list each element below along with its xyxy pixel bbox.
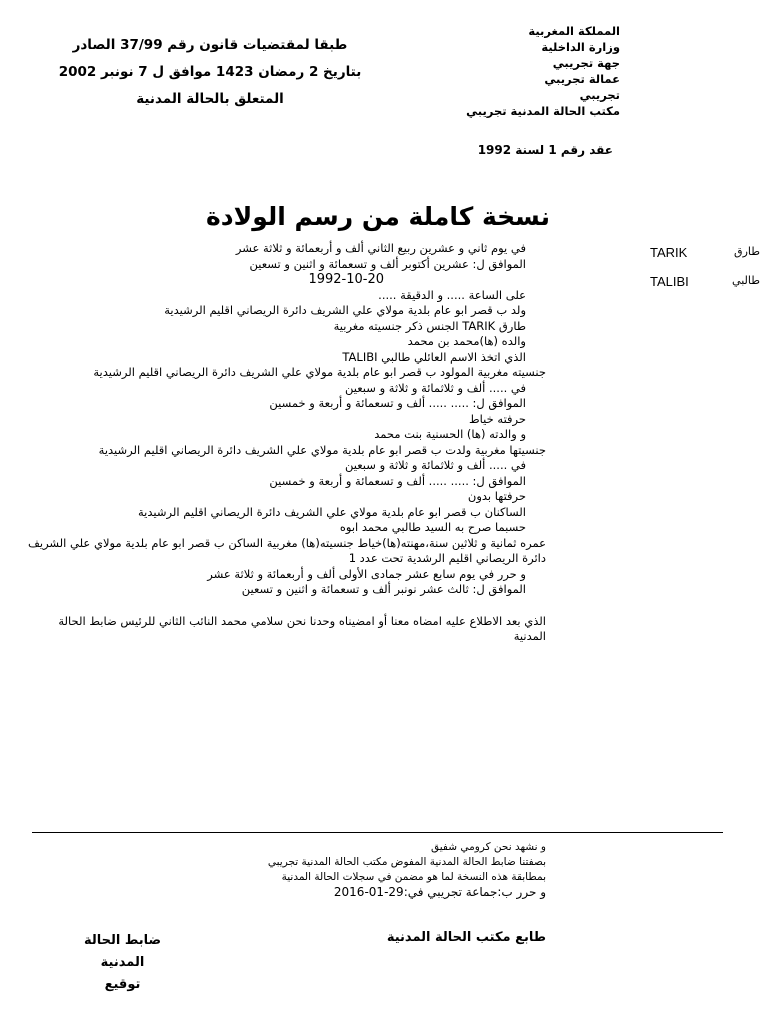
- first-name-label: [650, 245, 760, 260]
- birth-date: 1992-10-20: [308, 272, 384, 287]
- body-line: طارق TARIK الجنس ذكر جنسيته مغربية: [333, 318, 526, 333]
- header-authority-block: [420, 23, 620, 119]
- certification-line: و نشهد نحن كرومي شفيق: [430, 841, 546, 853]
- officer-title: ضابط الحالة المدنية: [83, 933, 162, 970]
- body-line: الموافق ل: ..... ..... ألف و تسعمائة و أربعة و خمسين: [269, 396, 526, 410]
- name-labels: [650, 245, 760, 303]
- certification-line: بصفتنا ضابط الحالة المدنية المفوض مكتب الحالة المدنية تجريبي: [267, 856, 546, 868]
- first-name-arabic: طارق: [734, 245, 760, 258]
- certification-line: و حرر ب:جماعة تجريبي في:29-01-2016: [333, 885, 546, 899]
- body-line: الموافق ل: ثالث عشر نونبر ألف و تسعمائة و اثنين و تسعين: [241, 582, 526, 596]
- body-line: و والدته (ها) الحسنية بنت محمد: [374, 427, 526, 441]
- body-line: والده (ها)محمد بن محمد: [407, 334, 526, 348]
- law-subject-line: المتعلق بالحالة المدنية: [136, 91, 284, 107]
- body-line: جنسيتها مغربية ولدت ب قصر ابو عام بلدية مولاي علي الشريف دائرة الريصاني اقليم الرشيدية: [98, 442, 546, 457]
- officer-signature-block: [60, 930, 185, 996]
- contract-number: عقد رقم 1 لسنة 1992: [477, 143, 613, 157]
- office-line: مكتب الحالة المدنية تجريبي: [466, 104, 620, 118]
- certification-line: بمطابقة هذه النسخة لما هو مضمن في سجلات الحالة المدنية: [281, 871, 546, 883]
- birth-record-body: [26, 241, 546, 645]
- body-line: ولد ب قصر ابو عام بلدية مولاي علي الشريف دائرة الريصاني اقليم الرشيدية: [164, 303, 526, 317]
- law-reference-line: طبقا لمقتضيات قانون رقم 37/99 الصادر: [72, 37, 348, 53]
- first-name-latin: TARIK: [650, 245, 688, 260]
- body-line: الموافق ل: عشرين أكتوبر ألف و تسعمائة و اثنين و تسعين: [249, 256, 526, 271]
- kingdom-line: المملكة المغربية: [528, 24, 620, 38]
- body-line: الساكنان ب قصر ابو عام بلدية مولاي علي الشريف دائرة الريصاني اقليم الرشيدية: [138, 504, 526, 519]
- prefecture-line: عمالة تجريبي: [544, 72, 620, 86]
- body-line: الذي اتخذ الاسم العائلي طالبي TALIBI: [342, 349, 526, 364]
- commune-line: تجريبي: [579, 88, 620, 102]
- document-title: نسخة كاملة من رسم الولادة: [206, 202, 550, 231]
- divider: [32, 832, 723, 833]
- body-line: جنسيته مغربية المولود ب قصر ابو عام بلدية مولاي علي الشريف دائرة الريصاني اقليم الرشيدية: [93, 365, 546, 379]
- body-line: في يوم ثاني و عشرين ربيع الثاني ألف و أربعمائة و ثلاثة عشر: [235, 241, 526, 255]
- family-name-latin: TALIBI: [650, 274, 689, 289]
- family-name-arabic: طالبي: [732, 274, 760, 287]
- certification-block: [146, 840, 546, 900]
- blank-line: [26, 598, 526, 614]
- ministry-line: وزارة الداخلية: [541, 40, 620, 54]
- body-line: الذي بعد الاطلاع عليه امضاه معنا أو امضيناه وحدنا نحن سلامي محمد النائب الثاني للرئيس ضابط الحالة المدنية: [58, 613, 546, 643]
- body-line: في ..... ألف و ثلاثمائة و ثلاثة و سبعين: [345, 458, 526, 472]
- body-line: الموافق ل: ..... ..... ألف و تسعمائة و أربعة و خمسين: [269, 473, 526, 488]
- body-line: حرفتها بدون: [467, 489, 526, 503]
- body-line: و حرر في يوم سابع عشر جمادى الأولى ألف و أربعمائة و ثلاثة عشر: [207, 566, 526, 581]
- body-line: عمره ثمانية و ثلاثين سنة،مهنته(ها)خياط جنسيته(ها) مغربية الساكن ب قصر ابو عام بلدية مولاي علي الشريف دائرة الريصاني اقليم الرشدية تحت عدد 1: [27, 535, 546, 565]
- law-date-line: بتاريخ 2 رمضان 1423 موافق ل 7 نونبر 2002: [58, 64, 362, 80]
- signature-label: توقيع: [104, 977, 141, 992]
- body-line: على الساعة ..... و الدقيقة .....: [378, 287, 526, 302]
- legal-reference-block: [40, 32, 380, 113]
- body-line: حرفته خياط: [469, 411, 526, 426]
- family-name-label: [650, 274, 760, 289]
- body-line: في ..... ألف و ثلاثمائة و ثلاثة و سبعين: [345, 380, 526, 395]
- region-line: جهة تجريبي: [552, 56, 620, 70]
- office-stamp-label: طابع مكتب الحالة المدنية: [386, 930, 546, 945]
- body-line: حسبما صرح به السيد طالبي محمد ابوه: [339, 520, 526, 534]
